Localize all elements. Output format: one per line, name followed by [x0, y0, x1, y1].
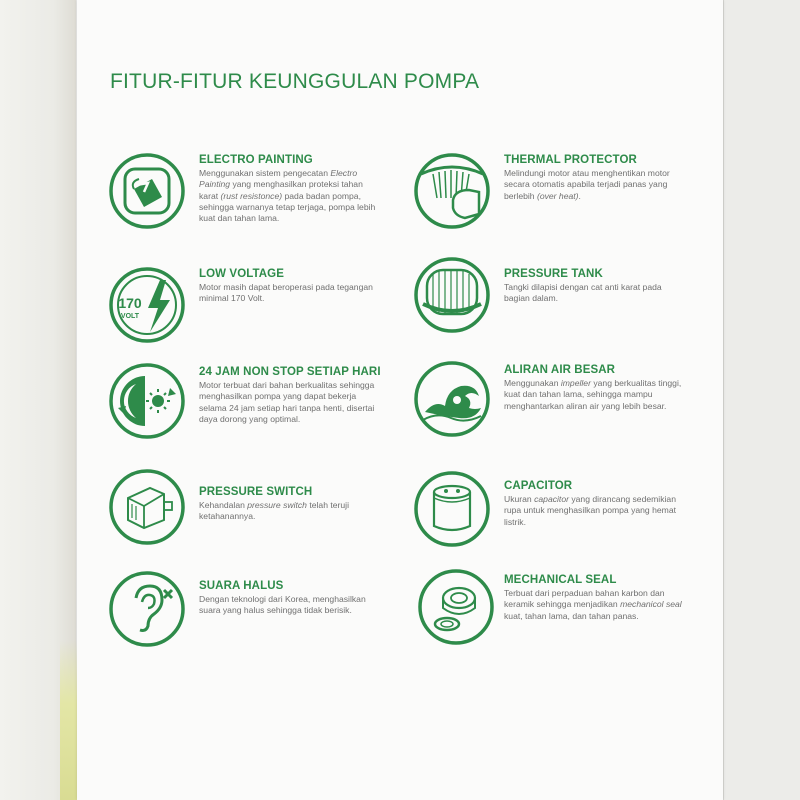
pressure-tank-icon [413, 256, 491, 334]
feature-description: Kehandalan pressure switch telah teruji ketahanannya. [199, 500, 350, 522]
capacitor-icon [413, 470, 491, 548]
pressure-switch-icon [108, 468, 186, 546]
feature-title: PRESSURE TANK [504, 268, 603, 280]
page-title: FITUR-FITUR KEUNGGULAN POMPA [110, 70, 480, 93]
feature-title: SUARA HALUS [199, 580, 284, 592]
feature-description: Tangki dilapisi dengan cat anti karat pada bagian dalam. [504, 282, 662, 304]
feature-title: THERMAL PROTECTOR [504, 154, 637, 166]
feature-description: Ukuran capacitor yang dirancang sedemikian rupa untuk menghasilkan pompa yang hemat listrik. [504, 494, 676, 527]
brochure-page [77, 0, 723, 800]
day-night-icon [108, 362, 186, 440]
next-page-edge [723, 0, 800, 800]
voltage-number: 170 [118, 295, 142, 311]
feature-title: ALIRAN AIR BESAR [504, 364, 616, 376]
water-wave-icon [413, 360, 491, 438]
feature-description: Menggunakan impeller yang berkualitas tinggi, kuat dan tahan lama, sehingga mampu menghantarkan aliran air yang lebih besar. [504, 378, 682, 411]
thermal-protector-icon [413, 152, 491, 230]
feature-title: CAPACITOR [504, 480, 573, 492]
mechanical-seal-icon [417, 568, 495, 646]
feature-title: 24 JAM NON STOP SETIAP HARI [199, 366, 381, 378]
feature-title: MECHANICAL SEAL [504, 574, 617, 586]
feature-description: Terbuat dari perpaduan bahan karbon dan keramik sehingga menjadikan mechanicol seal kuat, tahan lama, dan tahan panas. [504, 588, 682, 621]
book-spine [0, 0, 76, 800]
feature-description: Motor masih dapat beroperasi pada tegangan minimal 170 Volt. [199, 282, 373, 304]
feature-description: Dengan teknologi dari Korea, menghasilkan suara yang halus sehingga tidak berisik. [199, 594, 366, 616]
feature-title: ELECTRO PAINTING [199, 154, 313, 166]
feature-description: Menggunakan sistem pengecatan Electro Painting yang menghasilkan proteksi tahan karat (rust resistonce) pada badan pompa, sehingga warnanya tetap terjaga, pompa lebih kuat dan tahan lama. [199, 168, 376, 224]
feature-title: LOW VOLTAGE [199, 268, 284, 280]
ear-icon [108, 570, 186, 648]
feature-description: Melindungi motor atau menghentikan motor secara otomatis apabila terjadi panas yang berlebih (over heat). [504, 168, 670, 201]
voltage-unit: VOLT [120, 313, 140, 320]
spine-tint [60, 640, 78, 800]
paint-bucket-icon [108, 152, 186, 230]
low-voltage-icon [108, 266, 186, 344]
feature-description: Motor terbuat dari bahan berkualitas sehingga menghasilkan pompa yang dapat bekerja selama 24 jam setiap hari tanpa henti, disertai daya dorong yang optimal. [199, 380, 375, 424]
feature-title: PRESSURE SWITCH [199, 486, 313, 498]
